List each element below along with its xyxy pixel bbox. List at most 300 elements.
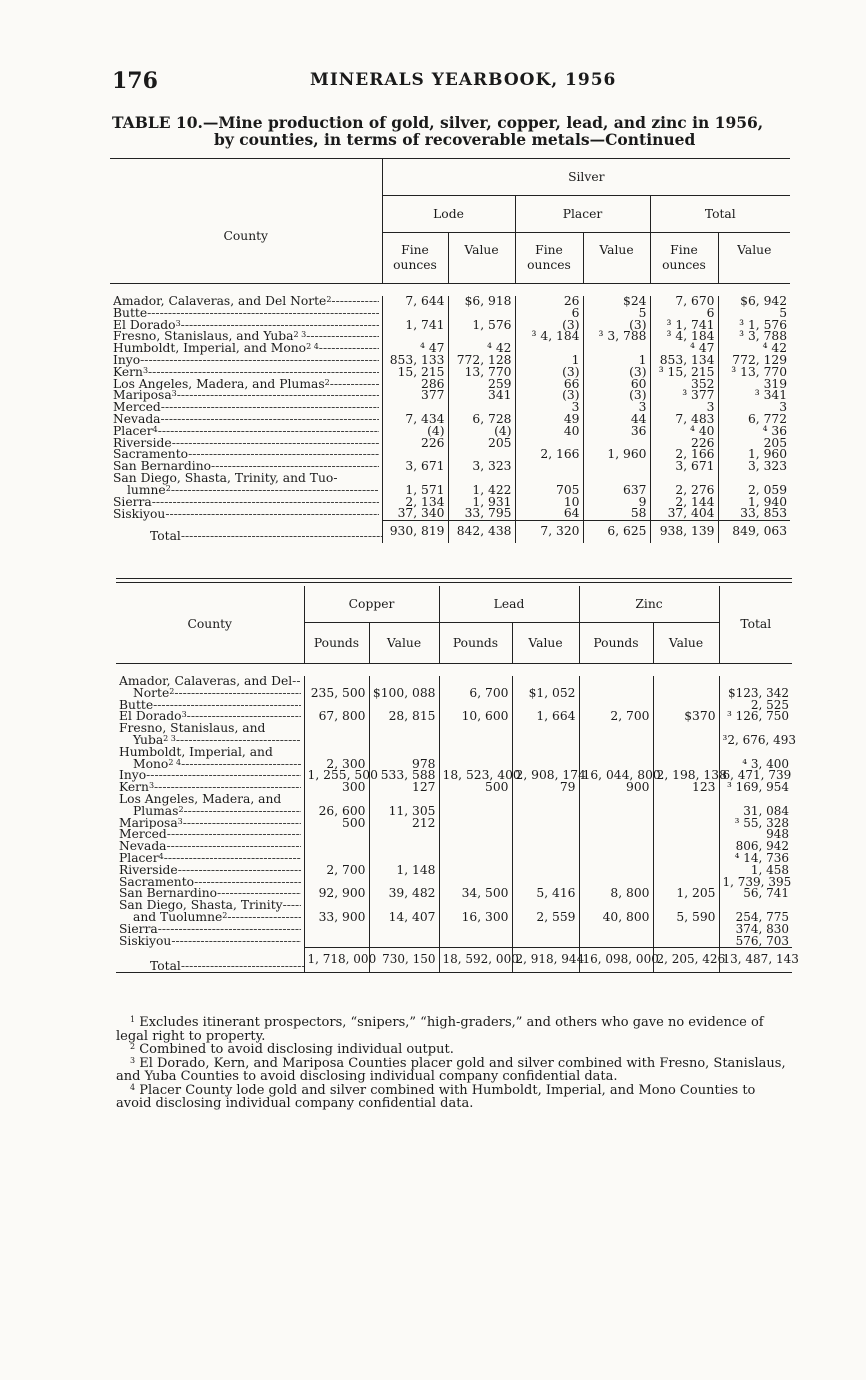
- value-cell: [653, 747, 719, 759]
- county-label: [119, 853, 301, 865]
- value-cell: 6, 772: [718, 414, 790, 426]
- value-cell: 3, 323: [718, 461, 790, 473]
- county-cell: [110, 485, 382, 497]
- footnote-text: Combined to avoid disclosing individual output.: [135, 1042, 454, 1057]
- footnote-ref: 2 3: [163, 734, 176, 743]
- dot-leader: [167, 841, 301, 853]
- value-cell: [439, 829, 512, 841]
- county-name: Los Angeles, Madera, and: [119, 793, 282, 806]
- dot-leader: [306, 331, 378, 343]
- table-row: [116, 806, 792, 818]
- total-cell: 842, 438: [448, 521, 515, 544]
- total-cell: 849, 063: [718, 521, 790, 544]
- footnote-ref: 2 4: [168, 758, 182, 767]
- value-cell: [439, 806, 512, 818]
- column-header: Value: [448, 233, 515, 284]
- footnote-ref: 2: [169, 687, 175, 696]
- value-cell: 341: [448, 390, 515, 402]
- county-name: Nevada: [119, 841, 167, 853]
- value-cell: [512, 936, 579, 948]
- county-label: [119, 782, 301, 794]
- county-cell: [116, 711, 304, 723]
- footnote-ref: 4: [152, 425, 158, 434]
- value-cell: [369, 829, 439, 841]
- county-name: Yuba: [133, 734, 164, 747]
- value-cell: 5, 416: [512, 888, 579, 900]
- county-label: [119, 688, 301, 700]
- dot-leader: [154, 782, 300, 794]
- value-cell: 2, 700: [304, 865, 369, 877]
- value-cell: 127: [369, 782, 439, 794]
- county-label: [113, 331, 379, 343]
- county-label: [119, 900, 301, 912]
- dot-leader: [158, 924, 301, 936]
- silver-table-body: [110, 284, 790, 544]
- value-cell: (4): [382, 426, 448, 438]
- value-cell: 10, 600: [439, 711, 512, 723]
- value-cell: 1, 940: [718, 497, 790, 509]
- table-row: [110, 390, 790, 402]
- county-name: and Tuolumne: [133, 911, 223, 924]
- value-cell: [439, 936, 512, 948]
- value-cell: 11, 305: [369, 806, 439, 818]
- county-cell: [116, 936, 304, 948]
- value-cell: [439, 841, 512, 853]
- dot-leader: [331, 296, 378, 308]
- value-cell: 34, 500: [439, 888, 512, 900]
- value-cell: ³ 1, 741: [650, 320, 718, 332]
- county-name: Kern: [119, 782, 149, 794]
- value-cell: 6: [515, 308, 583, 320]
- county-name: Norte: [133, 687, 170, 700]
- table-bottom-rule: [116, 973, 792, 976]
- value-cell: 79: [512, 782, 579, 794]
- county-name: Butte: [119, 699, 154, 712]
- value-cell: [579, 747, 653, 759]
- county-cell: [110, 331, 382, 343]
- value-cell: 235, 500: [304, 688, 369, 700]
- value-cell: [439, 865, 512, 877]
- value-cell: 212: [369, 818, 439, 830]
- footnote-ref: 2: [326, 296, 332, 304]
- county-cell: [110, 426, 382, 438]
- table-title-line2: by counties, in terms of recoverable metals—Continued: [214, 130, 696, 149]
- column-header: Pounds: [579, 623, 653, 664]
- county-cell: [116, 759, 304, 771]
- footnote-ref: 2 4: [306, 343, 319, 352]
- table-row: [116, 794, 792, 806]
- county-cell: [110, 379, 382, 391]
- value-cell: 500: [439, 782, 512, 794]
- county-cell: [110, 390, 382, 402]
- county-cell: [110, 508, 382, 520]
- value-cell: 5: [583, 308, 650, 320]
- value-cell: [579, 936, 653, 948]
- county-name: Sacramento: [119, 876, 195, 889]
- table-row: [116, 723, 792, 735]
- county-name: Butte: [113, 307, 148, 320]
- value-cell: [653, 806, 719, 818]
- county-cell: [116, 676, 304, 688]
- county-label: [113, 449, 379, 461]
- county-cell: [110, 355, 382, 367]
- total-cell: 930, 819: [382, 521, 448, 544]
- value-cell: [583, 461, 650, 473]
- county-label: [119, 841, 301, 853]
- table-row: [116, 865, 792, 877]
- county-cell: [116, 924, 304, 936]
- value-cell: [653, 794, 719, 806]
- total-label-text: Total: [150, 529, 181, 544]
- table-row: [110, 426, 790, 438]
- county-label: [119, 924, 301, 936]
- value-cell: ³ 1, 576: [718, 320, 790, 332]
- dot-leader: [181, 759, 300, 771]
- value-cell: [579, 853, 653, 865]
- value-cell: 40: [515, 426, 583, 438]
- value-cell: ⁴ 3, 400: [719, 759, 792, 771]
- value-cell: 806, 942: [719, 841, 792, 853]
- table-row: [110, 461, 790, 473]
- value-cell: 92, 900: [304, 888, 369, 900]
- value-cell: ³ 3, 788: [583, 331, 650, 343]
- value-cell: [653, 841, 719, 853]
- value-cell: [579, 794, 653, 806]
- value-cell: 254, 775: [719, 912, 792, 924]
- dot-leader: [227, 912, 300, 924]
- silver-table: [110, 158, 790, 543]
- value-cell: 36: [583, 426, 650, 438]
- table-row: [110, 367, 790, 379]
- dot-leader: [183, 818, 301, 830]
- footnote-text: Placer County lode gold and silver combined with Humboldt, Imperial, and Mono Counties to avoid disclosing individual company confidential data.: [116, 1082, 756, 1111]
- value-cell: ³ 341: [718, 390, 790, 402]
- county-label: [119, 806, 301, 818]
- table-row: [116, 770, 792, 782]
- value-cell: [369, 735, 439, 747]
- value-cell: 533, 588: [369, 770, 439, 782]
- value-cell: [653, 676, 719, 688]
- zinc-header: Zinc: [579, 586, 719, 623]
- value-cell: ³2, 676, 493: [719, 735, 792, 747]
- dot-leader: [171, 936, 300, 948]
- value-cell: [579, 841, 653, 853]
- value-cell: 2, 198, 138: [653, 770, 719, 782]
- value-cell: 1, 960: [718, 449, 790, 461]
- county-label: [113, 402, 379, 414]
- silver-group-header: Silver: [382, 159, 790, 196]
- value-cell: 1, 422: [448, 485, 515, 497]
- column-header: Value: [653, 623, 719, 664]
- value-cell: 58: [583, 508, 650, 520]
- value-cell: 16, 300: [439, 912, 512, 924]
- value-cell: 259: [448, 379, 515, 391]
- value-cell: 2, 166: [515, 449, 583, 461]
- value-cell: 1, 148: [369, 865, 439, 877]
- county-name: Fresno, Stanislaus, and Yuba: [113, 331, 294, 344]
- value-cell: 49: [515, 414, 583, 426]
- value-cell: [579, 829, 653, 841]
- county-cell: [116, 747, 304, 759]
- dot-leader: [194, 877, 300, 889]
- value-cell: 7, 670: [650, 296, 718, 308]
- dot-leader: [161, 414, 379, 426]
- value-cell: 10: [515, 497, 583, 509]
- column-header: Pounds: [439, 623, 512, 664]
- value-cell: [304, 924, 369, 936]
- value-cell: 8, 800: [579, 888, 653, 900]
- county-label: [119, 735, 301, 747]
- value-cell: 205: [718, 438, 790, 450]
- table-row: [116, 747, 792, 759]
- county-cell: [116, 912, 304, 924]
- county-cell: [116, 865, 304, 877]
- value-cell: 853, 134: [650, 355, 718, 367]
- table-row: [116, 924, 792, 936]
- value-cell: [512, 723, 579, 735]
- county-cell: [116, 900, 304, 912]
- table-row: [116, 853, 792, 865]
- total-label-text: Total: [150, 958, 181, 973]
- county-name: Mariposa: [119, 817, 178, 830]
- value-cell: 7, 434: [382, 414, 448, 426]
- county-name: Placer: [113, 425, 153, 438]
- value-cell: $24: [583, 296, 650, 308]
- value-cell: 853, 133: [382, 355, 448, 367]
- value-cell: 705: [515, 485, 583, 497]
- value-cell: [653, 688, 719, 700]
- value-cell: 377: [382, 390, 448, 402]
- value-cell: 9: [583, 497, 650, 509]
- value-cell: [512, 924, 579, 936]
- county-cell: [116, 770, 304, 782]
- county-label: [113, 379, 379, 391]
- column-header: Pounds: [304, 623, 369, 664]
- value-cell: 772, 128: [448, 355, 515, 367]
- footnotes: [116, 1016, 792, 1111]
- county-name: Los Angeles, Madera, and Plumas: [113, 378, 325, 391]
- value-cell: 2, 144: [650, 497, 718, 509]
- value-cell: [304, 735, 369, 747]
- county-name: San Diego, Shasta, Trinity: [119, 900, 283, 912]
- column-header: Value: [369, 623, 439, 664]
- value-cell: ³ 3, 788: [718, 331, 790, 343]
- total-cell: 730, 150: [369, 948, 439, 973]
- footnote: [116, 1016, 792, 1043]
- table-row: [116, 888, 792, 900]
- value-cell: [512, 853, 579, 865]
- county-label: [119, 770, 301, 782]
- table-row: [116, 688, 792, 700]
- value-cell: 40, 800: [579, 912, 653, 924]
- value-cell: [439, 735, 512, 747]
- county-name: lumne: [127, 484, 166, 497]
- value-cell: ⁴ 36: [718, 426, 790, 438]
- county-name: San Bernardino: [119, 888, 218, 901]
- table-row: [116, 936, 792, 948]
- value-cell: 31, 084: [719, 806, 792, 818]
- value-cell: 500: [304, 818, 369, 830]
- footnote-ref: 3: [171, 390, 177, 399]
- value-cell: 37, 340: [382, 508, 448, 520]
- value-cell: 2, 059: [718, 485, 790, 497]
- footnote-ref: 3: [142, 366, 149, 375]
- footnote-mark: 2: [130, 1042, 136, 1051]
- county-label: [119, 888, 301, 900]
- dot-leader: [164, 853, 301, 865]
- county-name: Sierra: [119, 923, 158, 936]
- value-cell: 44: [583, 414, 650, 426]
- value-cell: 226: [650, 438, 718, 450]
- county-label: [113, 390, 379, 402]
- dot-leader: [176, 735, 301, 747]
- divider: [116, 578, 792, 579]
- value-cell: [653, 723, 719, 735]
- table-row: [116, 912, 792, 924]
- county-cell: [116, 794, 304, 806]
- dot-leader: [167, 829, 301, 841]
- value-cell: [512, 829, 579, 841]
- value-cell: ⁴ 47: [650, 343, 718, 355]
- total-row: [110, 521, 790, 544]
- value-cell: 6, 728: [448, 414, 515, 426]
- county-header: County: [116, 586, 304, 664]
- value-cell: ⁴ 14, 736: [719, 853, 792, 865]
- value-cell: [579, 735, 653, 747]
- county-cell: [110, 473, 382, 485]
- value-cell: 374, 830: [719, 924, 792, 936]
- value-cell: 576, 703: [719, 936, 792, 948]
- county-name: Kern: [113, 366, 143, 379]
- value-cell: 1, 571: [382, 485, 448, 497]
- value-cell: (3): [515, 367, 583, 379]
- county-name: Amador, Calaveras, and Del: [119, 676, 293, 688]
- dot-leader: [152, 497, 379, 509]
- total-cell: 7, 320: [515, 521, 583, 544]
- county-label: [119, 877, 301, 889]
- county-name: El Dorado: [119, 711, 182, 724]
- value-cell: 2, 559: [512, 912, 579, 924]
- value-cell: ³ 169, 954: [719, 782, 792, 794]
- value-cell: 2, 134: [382, 497, 448, 509]
- value-cell: [515, 461, 583, 473]
- value-cell: (3): [583, 367, 650, 379]
- value-cell: 2, 525: [719, 700, 792, 712]
- value-cell: 3: [718, 402, 790, 414]
- county-label: [119, 747, 301, 759]
- footnote-text: El Dorado, Kern, and Mariposa Counties placer gold and silver combined with Fresno, Stanislaus, and Yuba Counties to avoid disclosing individual company confidential data.: [116, 1055, 786, 1084]
- value-cell: ⁴ 42: [448, 343, 515, 355]
- total-header: Total: [650, 196, 790, 233]
- value-cell: $123, 342: [719, 688, 792, 700]
- dot-leader: [292, 676, 300, 688]
- grand-total-header: Total: [719, 586, 792, 664]
- footnote-ref: 2: [324, 378, 330, 387]
- value-cell: (3): [515, 320, 583, 332]
- value-cell: 300: [304, 782, 369, 794]
- value-cell: [369, 841, 439, 853]
- table-row: [116, 676, 792, 688]
- footnote: [116, 1084, 792, 1111]
- value-cell: 3: [583, 402, 650, 414]
- county-label: [119, 676, 301, 688]
- value-cell: [369, 936, 439, 948]
- county-label: [119, 723, 301, 735]
- county-cell: [116, 688, 304, 700]
- value-cell: [512, 865, 579, 877]
- dot-leader: [161, 402, 379, 414]
- value-cell: ³ 15, 215: [650, 367, 718, 379]
- total-label: [116, 948, 304, 973]
- value-cell: ⁴ 40: [650, 426, 718, 438]
- value-cell: 6: [650, 308, 718, 320]
- footnote-mark: 4: [130, 1082, 136, 1092]
- county-name: Amador, Calaveras, and Del Norte: [113, 296, 327, 308]
- dot-leader: [330, 379, 379, 391]
- county-cell: [116, 782, 304, 794]
- value-cell: [369, 924, 439, 936]
- dot-leader: [211, 461, 378, 473]
- county-cell: [110, 402, 382, 414]
- value-cell: 900: [579, 782, 653, 794]
- value-cell: 2, 908, 174: [512, 770, 579, 782]
- value-cell: [653, 936, 719, 948]
- value-cell: 28, 815: [369, 711, 439, 723]
- footnote: [116, 1057, 792, 1084]
- base-metals-table-body: [116, 664, 799, 976]
- dot-leader: [140, 355, 378, 367]
- footnote-mark: 3: [130, 1055, 136, 1065]
- value-cell: $1, 052: [512, 688, 579, 700]
- total-row: [116, 948, 792, 973]
- value-cell: [439, 747, 512, 759]
- value-cell: [579, 924, 653, 936]
- value-cell: 1, 739, 395: [719, 877, 792, 889]
- county-name: Plumas: [133, 805, 179, 818]
- dot-leader: [319, 343, 379, 355]
- total-cell: 13, 487, 143: [719, 948, 792, 973]
- table-row: [116, 829, 792, 841]
- dot-leader: [283, 900, 301, 912]
- table-row: [116, 818, 792, 830]
- county-cell: [116, 735, 304, 747]
- column-header: Value: [512, 623, 579, 664]
- county-label: [119, 759, 301, 771]
- dot-leader: [177, 390, 379, 402]
- lode-header: Lode: [382, 196, 515, 233]
- table-row: [110, 296, 790, 308]
- value-cell: 37, 404: [650, 508, 718, 520]
- footnote-ref: 2: [178, 805, 184, 814]
- county-label: [119, 794, 301, 806]
- county-label: [113, 461, 379, 473]
- county-label: [119, 818, 301, 830]
- dot-leader: [171, 485, 379, 497]
- county-cell: [110, 461, 382, 473]
- value-cell: $370: [653, 711, 719, 723]
- county-label: [113, 355, 379, 367]
- value-cell: ⁴ 47: [382, 343, 448, 355]
- county-name: Merced: [113, 402, 161, 414]
- value-cell: 26, 600: [304, 806, 369, 818]
- value-cell: [653, 865, 719, 877]
- value-cell: ³ 4, 184: [650, 331, 718, 343]
- dot-leader: [217, 888, 300, 900]
- value-cell: [653, 853, 719, 865]
- dot-leader: [165, 509, 378, 521]
- county-name: Nevada: [113, 413, 161, 426]
- value-cell: [512, 794, 579, 806]
